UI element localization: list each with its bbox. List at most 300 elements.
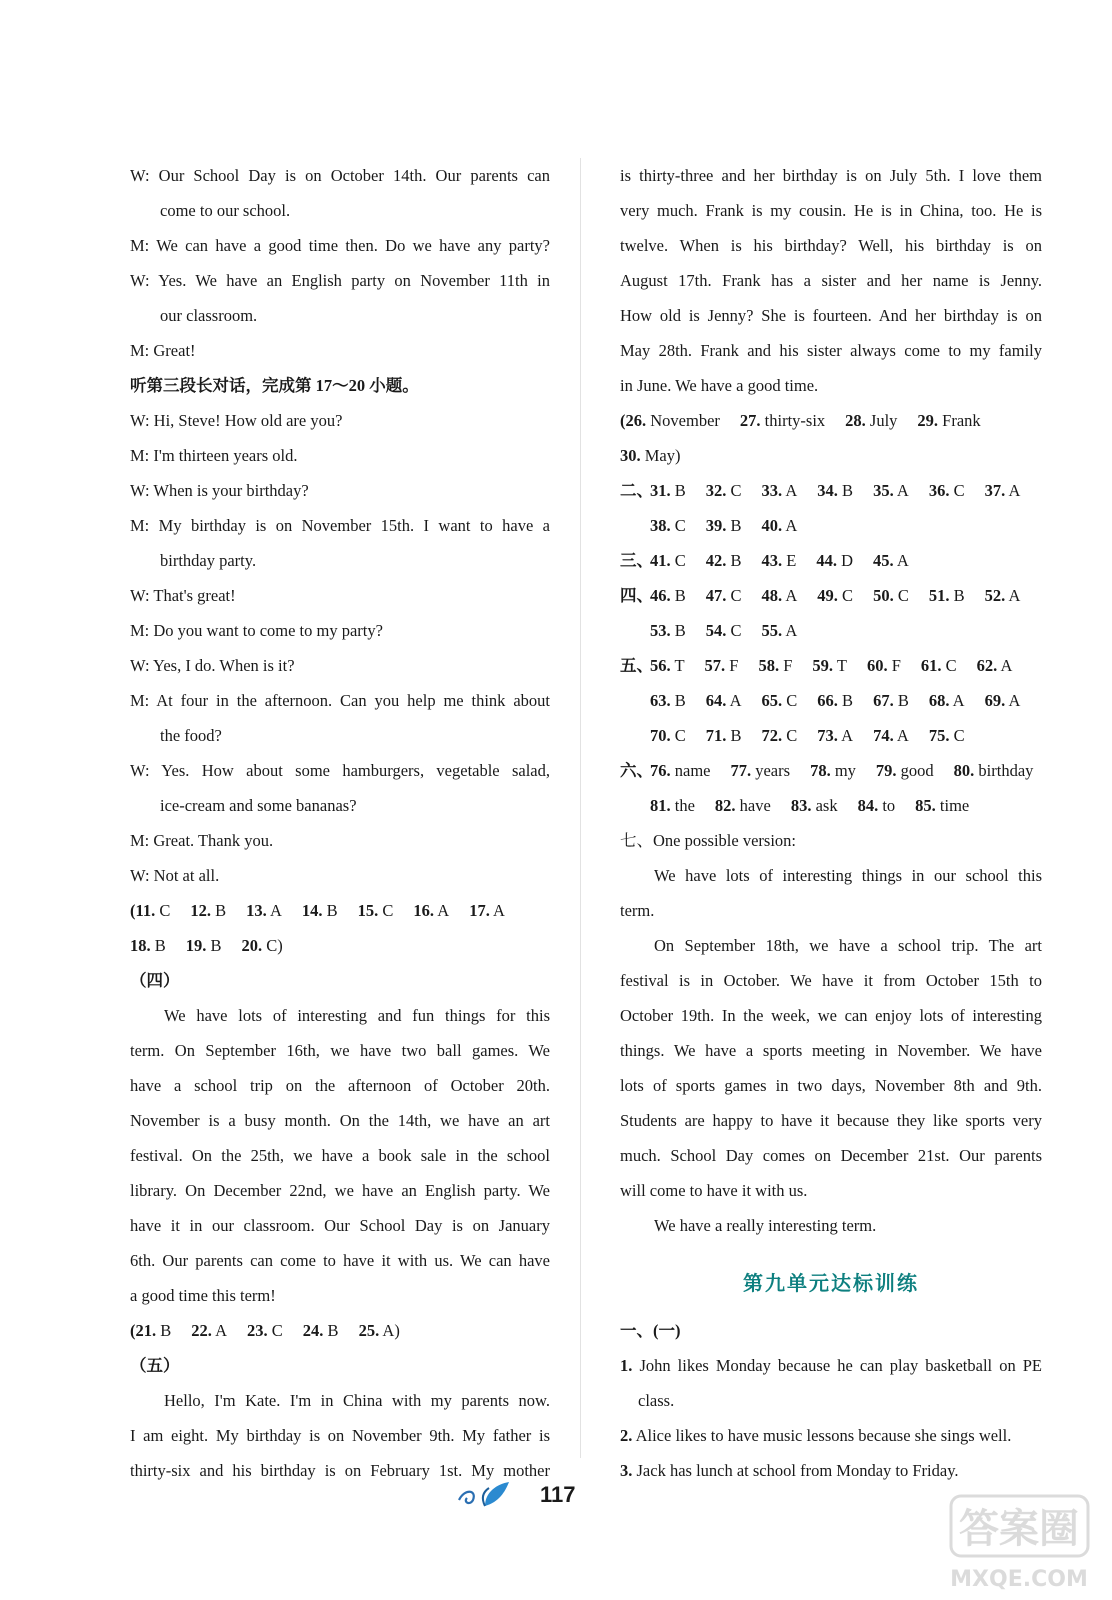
question-number: 38. (650, 516, 671, 535)
answer-item (620, 403, 720, 438)
item-text: Jack has lunch at school from Monday to Friday. (636, 1461, 959, 1480)
dialog-line-continued: ice-cream and some bananas? (160, 796, 357, 815)
question-number: 62. (976, 656, 998, 675)
answer-value: November (650, 411, 720, 430)
answer-item (247, 1313, 283, 1348)
question-number: 60. (866, 656, 888, 675)
watermark-line2: MXQE.COM (950, 1567, 1088, 1592)
answer-value: C (730, 586, 742, 605)
question-number: 28. (845, 411, 866, 430)
answer-item (650, 613, 686, 648)
essay-line: October 19th. In the week, we can enjoy lots of interesting (620, 1006, 1042, 1025)
answer-item (817, 683, 853, 718)
passage-line: very much. Frank is my cousin. He is in China, too. He is (620, 201, 1042, 220)
question-number: 49. (817, 586, 838, 605)
answer-value: B (326, 901, 338, 920)
answer-value: C (953, 481, 965, 500)
question-number: 44. (816, 551, 837, 570)
answer-item (873, 718, 909, 753)
answer-item (706, 718, 742, 753)
question-number: 61. (920, 656, 942, 675)
answer-item (985, 473, 1021, 508)
answer-item (873, 543, 909, 578)
dialog-line: M: Great. Thank you. (130, 831, 274, 850)
answers-21-25 (130, 1313, 550, 1348)
answer-item (985, 578, 1021, 613)
dialog-line: W: Yes. How about some hamburgers, vegetable salad, (130, 761, 550, 780)
essay-line: festival is in October. We have it from October 15th to (620, 971, 1042, 990)
question-number: 45. (873, 551, 894, 570)
dialog-line-continued: come to our school. (160, 201, 291, 220)
dialog-line: W: Our School Day is on October 14th. Our parents can (130, 166, 550, 185)
answer-item (762, 508, 798, 543)
answer-groups (620, 473, 1042, 823)
section-number: 二、 (620, 481, 653, 500)
answer-row (130, 928, 550, 963)
answer-value: C (382, 901, 394, 920)
answer-value: B (160, 1321, 172, 1340)
unit9-item (620, 1418, 1042, 1453)
dialog-line: W: Yes. We have an English party on November 11th in (130, 271, 550, 290)
essay-line: Students are happy to have it because they like sports very (620, 1111, 1042, 1130)
answer-value: to (882, 796, 896, 815)
part5-passage-continued (620, 158, 1042, 403)
answer-item (762, 718, 798, 753)
question-number: 20. (241, 936, 263, 955)
answer-value: A (896, 726, 909, 745)
left-column (130, 158, 550, 1488)
question-number: 13. (246, 901, 267, 920)
answer-value: A (785, 481, 798, 500)
question-number: 58. (758, 656, 780, 675)
answer-item (650, 683, 686, 718)
answer-value: C (159, 901, 171, 920)
essay-line: We have lots of interesting things in our school this (654, 866, 1042, 885)
question-number: 15. (357, 901, 379, 920)
answer-item (242, 928, 283, 963)
answer-row (130, 893, 550, 928)
answer-value: years (755, 761, 791, 780)
answer-value: B (674, 691, 686, 710)
answer-item (650, 473, 686, 508)
unit9-heading: 第九单元达标训练 (743, 1271, 919, 1295)
question-number: 75. (928, 726, 950, 745)
dialog-line: M: My birthday is on November 15th. I want to have a (130, 516, 550, 535)
answer-value: A (952, 691, 965, 710)
answer-item (359, 1313, 400, 1348)
answer-item (730, 753, 790, 788)
answer-value: have (739, 796, 771, 815)
answer-value: C (271, 1321, 283, 1340)
swirl-leaf-logo (455, 1478, 515, 1510)
answer-value: time (939, 796, 970, 815)
section-number: 六、 (620, 761, 653, 780)
answer-value: F (891, 656, 901, 675)
answer-item (929, 718, 965, 753)
answer-item (650, 788, 695, 823)
passage-line: thirty-six and his birthday is on February 1st. My mother (130, 1461, 550, 1480)
answer-item (303, 1313, 339, 1348)
question-number: 33. (761, 481, 783, 500)
answer-item (791, 788, 838, 823)
answer-item (812, 648, 847, 683)
answer-item (246, 893, 282, 928)
passage-line: 6th. Our parents can come to have it with us. We can have (130, 1251, 550, 1270)
answer-item (985, 683, 1021, 718)
question-number: 40. (761, 516, 783, 535)
question-number: 42. (705, 551, 727, 570)
answer-item (929, 683, 965, 718)
answer-value: B (674, 621, 686, 640)
answer-value: A (785, 621, 798, 640)
part7-header (620, 823, 1042, 858)
answer-row (620, 403, 1042, 438)
question-number: 74. (873, 726, 894, 745)
question-number: 32. (705, 481, 727, 500)
answer-value: C (674, 551, 686, 570)
answer-item (650, 543, 686, 578)
passage-line: August 17th. Frank has a sister and her name is Jenny. (620, 271, 1042, 290)
question-number: 57. (704, 656, 726, 675)
answers-11-20 (130, 893, 550, 963)
answer-item (650, 648, 685, 683)
answer-item (762, 613, 798, 648)
answer-item (929, 473, 965, 508)
question-number: 24. (302, 1321, 324, 1340)
passage-line: festival. On the 25th, we have a book sale in the school (130, 1146, 550, 1165)
answer-value: B (730, 551, 742, 570)
answer-value: birthday (978, 761, 1034, 780)
essay-line: much. School Day comes on December 21st. Our parents (620, 1146, 1042, 1165)
question-number: 31. (650, 481, 671, 500)
answer-value: A (785, 516, 798, 535)
answer-row (620, 683, 1042, 718)
dialog-line: M: At four in the afternoon. Can you help me think about (130, 691, 550, 710)
answer-value: Frank (942, 411, 981, 430)
passage-line: We have lots of interesting and fun things for this (164, 1006, 550, 1025)
question-number: 78. (810, 761, 831, 780)
answer-value: B (730, 516, 742, 535)
question-number: 67. (873, 691, 894, 710)
answer-item (873, 473, 909, 508)
answer-item (762, 473, 798, 508)
answer-value: C (674, 516, 686, 535)
passage-line: in June. We have a good time. (620, 376, 819, 395)
essay-line: We have a really interesting term. (654, 1216, 877, 1235)
question-number: 83. (790, 796, 812, 815)
answer-value: A (1008, 586, 1021, 605)
answer-item (954, 753, 1034, 788)
answer-item (186, 928, 222, 963)
answer-value: B (730, 726, 742, 745)
question-number: 71. (705, 726, 727, 745)
unit9-item (620, 1383, 1042, 1418)
item-text: class. (638, 1391, 675, 1410)
item-number: 1. (620, 1356, 633, 1375)
answer-value: B (210, 936, 222, 955)
answer-item (876, 753, 934, 788)
question-number: 34. (817, 481, 838, 500)
answer-value: A (1008, 481, 1021, 500)
answer-row (620, 753, 1042, 788)
answer-item (650, 578, 686, 613)
question-number: (11. (130, 901, 156, 920)
answer-item (706, 508, 742, 543)
answer-row (620, 613, 1042, 648)
passage-line: a good time this term! (130, 1286, 276, 1305)
question-number: 68. (928, 691, 950, 710)
item-text: John likes Monday because he can play basketball on PE (639, 1356, 1042, 1375)
question-number: 80. (953, 761, 975, 780)
dialog-line: M: We can have a good time then. Do we have any party? (130, 236, 550, 255)
answer-row (620, 438, 1042, 473)
question-number: 54. (705, 621, 727, 640)
question-number: 84. (857, 796, 879, 815)
answer-value: my (834, 761, 856, 780)
part4-label: （四） (130, 971, 180, 990)
answer-value: A (269, 901, 282, 920)
question-number: 51. (928, 586, 950, 605)
dialog-line: W: Hi, Steve! How old are you? (130, 411, 343, 430)
question-number: 79. (875, 761, 897, 780)
answer-value: B (842, 691, 854, 710)
answer-row (620, 473, 1042, 508)
column-divider (580, 158, 581, 1458)
answer-value: A (729, 691, 742, 710)
dialog-line: W: Not at all. (130, 866, 220, 885)
question-number: 37. (984, 481, 1006, 500)
answer-row (620, 543, 1042, 578)
answer-value: A (896, 481, 909, 500)
question-number: 18. (130, 936, 151, 955)
answer-item (873, 578, 909, 613)
answer-value: B (154, 936, 166, 955)
dialog-line: M: Great! (130, 341, 196, 360)
question-number: 12. (190, 901, 211, 920)
question-number: 55. (761, 621, 783, 640)
dialog-line: M: Do you want to come to my party? (130, 621, 383, 640)
passage-line: Hello, I'm Kate. I'm in China with my parents now. (164, 1391, 550, 1410)
answer-item (977, 648, 1013, 683)
answer-item (867, 648, 901, 683)
answer-item (706, 613, 742, 648)
dialog-section-3 (130, 403, 550, 893)
answer-item (650, 753, 710, 788)
answer-item (706, 683, 742, 718)
question-number: 59. (812, 656, 834, 675)
answer-value: B (953, 586, 965, 605)
answer-item (858, 788, 896, 823)
answer-row (620, 788, 1042, 823)
answer-item (469, 893, 505, 928)
question-number: 66. (817, 691, 838, 710)
answer-item (190, 893, 226, 928)
part7-lead: 七、 (620, 831, 653, 850)
question-number: 65. (761, 691, 783, 710)
answer-value: B (215, 901, 227, 920)
passage-line: term. On September 16th, we have two ball games. We (130, 1041, 550, 1060)
passage-line: twelve. When is his birthday? Well, his birthday is on (620, 236, 1042, 255)
answer-value: C (674, 726, 686, 745)
essay-line: will come to have it with us. (620, 1181, 808, 1200)
answer-item (929, 578, 965, 613)
answer-item (921, 648, 957, 683)
question-number: 41. (650, 551, 671, 570)
answer-value: B (674, 586, 686, 605)
question-number: 14. (301, 901, 323, 920)
passage-line: I am eight. My birthday is on November 9th. My father is (130, 1426, 550, 1445)
question-number: 17. (469, 901, 490, 920)
answer-value: C (730, 621, 742, 640)
answer-item (620, 438, 681, 473)
answer-value: C (897, 586, 909, 605)
question-number: 29. (917, 411, 939, 430)
answer-item (740, 403, 825, 438)
answer-value: B (674, 481, 686, 500)
answer-item (915, 788, 969, 823)
question-number: 47. (705, 586, 727, 605)
question-number: 53. (650, 621, 671, 640)
passage-line: is thirty-three and her birthday is on July 5th. I love them (620, 166, 1042, 185)
answer-item (706, 578, 742, 613)
answer-value: F (783, 656, 793, 675)
question-number: 27. (739, 411, 761, 430)
answer-item (650, 508, 686, 543)
question-number: 63. (650, 691, 671, 710)
answer-value: A (1008, 691, 1021, 710)
answer-item (873, 683, 909, 718)
answer-value: A (493, 901, 505, 920)
unit9-item (620, 1348, 1042, 1383)
part4-passage (130, 998, 550, 1313)
question-number: 22. (191, 1321, 212, 1340)
unit9-items (620, 1348, 1042, 1488)
answer-item (762, 578, 798, 613)
section-number: 三、 (620, 551, 653, 570)
dialog-section-2 (130, 158, 550, 368)
answer-item (817, 578, 853, 613)
answer-value: E (786, 551, 797, 570)
dialog-line: M: I'm thirteen years old. (130, 446, 298, 465)
answer-item (845, 403, 897, 438)
answer-value: A (896, 551, 909, 570)
answer-row (620, 648, 1042, 683)
answer-value: T (836, 656, 847, 675)
answer-value: T (674, 656, 685, 675)
answer-item (705, 648, 739, 683)
question-number: 46. (650, 586, 671, 605)
answer-item (130, 893, 170, 928)
dialog-line-continued: birthday party. (160, 551, 257, 570)
answers-26-30 (620, 403, 1042, 473)
answer-value: B (897, 691, 909, 710)
question-number: 77. (730, 761, 752, 780)
question-number: 85. (915, 796, 936, 815)
answer-item (816, 543, 853, 578)
question-number: 56. (650, 656, 671, 675)
answer-value: name (674, 761, 711, 780)
answer-item (650, 718, 686, 753)
answer-value: ask (815, 796, 838, 815)
answer-item (817, 473, 853, 508)
section-number: 四、 (620, 586, 653, 605)
answer-value: C (842, 586, 854, 605)
question-number: 81. (650, 796, 671, 815)
question-number: 19. (185, 936, 207, 955)
question-number: 43. (761, 551, 783, 570)
question-number: 35. (873, 481, 894, 500)
answer-item (715, 788, 771, 823)
question-number: 69. (984, 691, 1006, 710)
question-number: 50. (873, 586, 894, 605)
answer-value: good (900, 761, 934, 780)
question-number: 23. (247, 1321, 268, 1340)
answer-item (817, 718, 853, 753)
answer-value: May) (644, 446, 681, 465)
item-text: Alice likes to have music lessons because she sings well. (635, 1426, 1012, 1445)
question-number: 52. (984, 586, 1006, 605)
passage-line: May 28th. Frank and his sister always come to my family (620, 341, 1042, 360)
dialog-line-continued: our classroom. (160, 306, 258, 325)
answer-item (762, 683, 798, 718)
answer-value: A (841, 726, 854, 745)
answer-value: D (841, 551, 854, 570)
answer-value: A (1000, 656, 1013, 675)
essay-line: term. (620, 901, 655, 920)
answer-value: July (869, 411, 898, 430)
question-number: (21. (130, 1321, 157, 1340)
answer-value: C) (266, 936, 283, 955)
answer-value: A) (382, 1321, 400, 1340)
essay-line: lots of sports games in two days, November 8th and 9th. (620, 1076, 1042, 1095)
answer-value: C (945, 656, 957, 675)
answer-row (620, 578, 1042, 613)
section-number: 五、 (620, 656, 653, 675)
question-number: 73. (817, 726, 838, 745)
question-number: 39. (705, 516, 727, 535)
essay-line: things. We have a sports meeting in November. We have (620, 1041, 1042, 1060)
answer-value: C (786, 726, 798, 745)
dialog-line-continued: the food? (160, 726, 222, 745)
passage-line: November is a busy month. On the 14th, we have an art (130, 1111, 550, 1130)
passage-line: have a school trip on the afternoon of October 20th. (130, 1076, 550, 1095)
answer-value: B (327, 1321, 339, 1340)
answer-value: A (785, 586, 798, 605)
question-number: 25. (358, 1321, 380, 1340)
answer-item (706, 473, 742, 508)
right-column (620, 158, 1042, 1488)
answer-item (706, 543, 742, 578)
question-number: 36. (928, 481, 950, 500)
unit9-item (620, 1453, 1042, 1488)
dialog-line: W: That's great! (130, 586, 236, 605)
dialog-line: W: Yes, I do. When is it? (130, 656, 295, 675)
answer-item (130, 928, 166, 963)
part7-label: One possible version: (653, 831, 796, 850)
answer-item (413, 893, 449, 928)
question-number: 70. (650, 726, 671, 745)
answer-value: thirty-six (764, 411, 826, 430)
answer-item (810, 753, 856, 788)
question-number: 76. (650, 761, 671, 780)
essay-line: On September 18th, we have a school trip. The art (654, 936, 1042, 955)
answer-value: C (786, 691, 798, 710)
answer-value: the (674, 796, 695, 815)
answer-value: A (437, 901, 450, 920)
answer-item (358, 893, 394, 928)
answer-row (620, 508, 1042, 543)
question-number: 64. (705, 691, 727, 710)
